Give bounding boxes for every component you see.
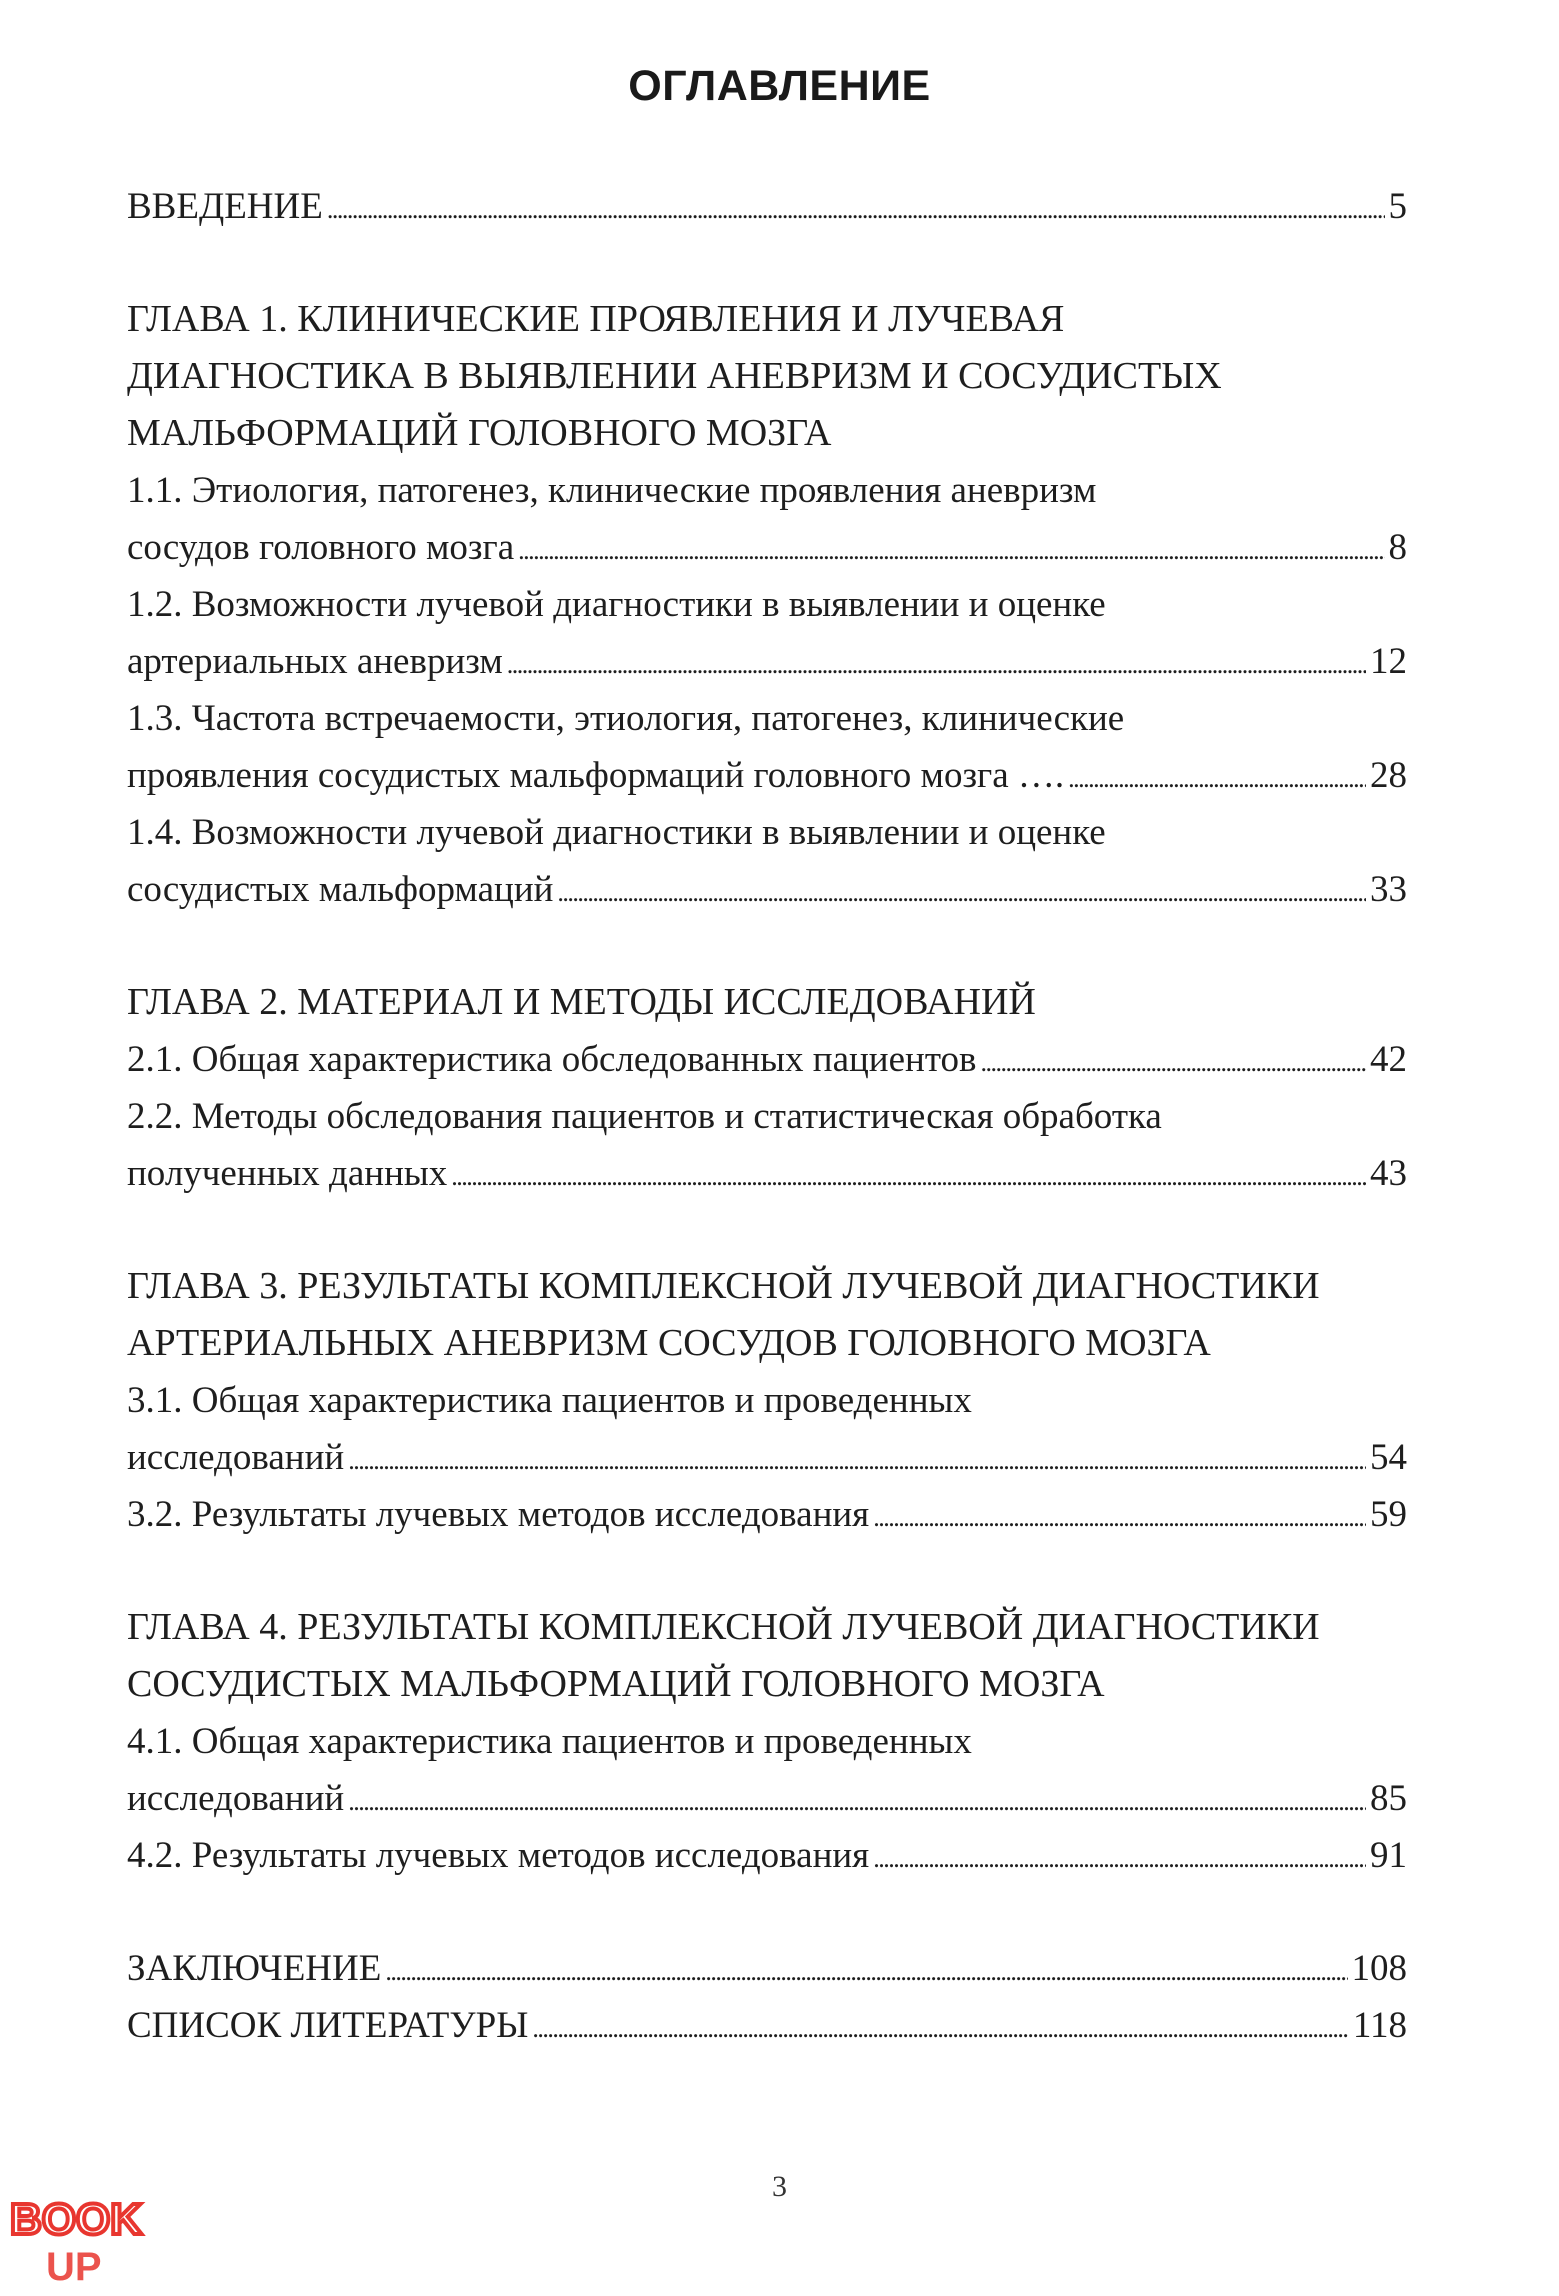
toc-entry-title: СПИСОК ЛИТЕРАТУРЫ [127,2005,529,2046]
toc-entry-introduction[interactable] [127,178,1407,235]
toc-subsection-1-2[interactable] [127,633,1407,690]
toc-chapter-4 [127,1599,1407,1884]
toc-entry-title: ВВЕДЕНИЕ [127,186,323,227]
dot-leader [532,1997,1348,2057]
dot-leader [348,1429,1366,1489]
svg-text:BOOK: BOOK [10,2195,142,2244]
chapter-heading[interactable]: ГЛАВА 3. РЕЗУЛЬТАТЫ КОМПЛЕКСНОЙ ЛУЧЕВОЙ ДИАГНОСТИКИ [127,1265,1320,1307]
toc-entry-title: ЗАКЛЮЧЕНИЕ [127,1948,382,1989]
toc-entry-title: полученных данных [127,1153,448,1194]
toc-page-number: 28 [1370,755,1407,796]
dot-leader [980,1031,1366,1091]
toc-subsection-3-1[interactable] [127,1429,1407,1486]
toc-entry-title: 2.1. Общая характеристика обследованных пациентов [127,1039,977,1080]
toc-page-number: 8 [1388,527,1407,568]
toc-page-number: 54 [1370,1437,1407,1478]
toc-subsection-4-1[interactable] [127,1770,1407,1827]
toc-chapter-3 [127,1258,1407,1543]
chapter-heading[interactable]: ГЛАВА 1. КЛИНИЧЕСКИЕ ПРОЯВЛЕНИЯ И ЛУЧЕВАЯ [127,298,1065,340]
toc-subsection-title[interactable]: 3.1. Общая характеристика пациентов и проведенных [127,1380,972,1421]
table-of-contents [127,178,1407,2054]
toc-entry-title: сосудов головного мозга [127,527,515,568]
toc-subsection-title[interactable]: 1.1. Этиология, патогенез, клинические проявления аневризм [127,470,1097,511]
toc-subsection-title[interactable]: 1.4. Возможности лучевой диагностики в выявлении и оценке [127,812,1106,853]
dot-leader [518,519,1384,579]
dot-leader [873,1827,1366,1887]
toc-chapter-2 [127,974,1407,1202]
toc-entry-title: проявления сосудистых мальформаций головного мозга …. [127,755,1065,796]
page-number: 3 [772,2170,787,2203]
toc-subsection-1-3[interactable] [127,747,1407,804]
toc-entry-title: исследований [127,1778,345,1819]
toc-entry-title: артериальных аневризм [127,641,503,682]
toc-page-number: 118 [1352,2005,1407,2046]
toc-subsection-title[interactable]: 4.1. Общая характеристика пациентов и проведенных [127,1721,972,1762]
chapter-heading[interactable]: ГЛАВА 4. РЕЗУЛЬТАТЫ КОМПЛЕКСНОЙ ЛУЧЕВОЙ ДИАГНОСТИКИ [127,1606,1320,1648]
toc-entry-conclusion[interactable] [127,1940,1407,1997]
toc-entry-title: 4.2. Результаты лучевых методов исследования [127,1835,870,1876]
toc-subsection-title[interactable]: 1.2. Возможности лучевой диагностики в выявлении и оценке [127,584,1106,625]
toc-entry-title: 3.2. Результаты лучевых методов исследования [127,1494,870,1535]
dot-leader [1068,747,1366,807]
chapter-heading[interactable]: СОСУДИСТЫХ МАЛЬФОРМАЦИЙ ГОЛОВНОГО МОЗГА [127,1663,1105,1705]
toc-subsection-1-1[interactable] [127,519,1407,576]
toc-subsection-2-1[interactable] [127,1031,1407,1088]
toc-entry-title: сосудистых мальформаций [127,869,554,910]
toc-page-number: 5 [1388,186,1407,227]
toc-subsection-2-2[interactable] [127,1145,1407,1202]
dot-leader [507,633,1366,693]
toc-entry-title: исследований [127,1437,345,1478]
chapter-heading[interactable]: АРТЕРИАЛЬНЫХ АНЕВРИЗМ СОСУДОВ ГОЛОВНОГО МОЗГА [127,1322,1211,1364]
dot-leader [557,861,1366,921]
toc-page-number: 33 [1370,869,1407,910]
toc-page-number: 59 [1370,1494,1407,1535]
chapter-heading[interactable]: МАЛЬФОРМАЦИЙ ГОЛОВНОГО МОЗГА [127,412,832,454]
bookup-logo [6,2190,166,2290]
dot-leader [873,1486,1366,1546]
dot-leader [385,1940,1347,2000]
dot-leader [327,178,1385,238]
toc-entry-references[interactable] [127,1997,1407,2054]
toc-subsection-1-4[interactable] [127,861,1407,918]
toc-subsection-title[interactable]: 2.2. Методы обследования пациентов и статистическая обработка [127,1096,1162,1137]
dot-leader [348,1770,1366,1830]
toc-page-number: 12 [1370,641,1407,682]
dot-leader [451,1145,1366,1205]
toc-chapter-1 [127,291,1407,918]
svg-text:UP: UP [46,2245,102,2289]
chapter-heading[interactable]: ГЛАВА 2. МАТЕРИАЛ И МЕТОДЫ ИССЛЕДОВАНИЙ [127,981,1036,1023]
toc-page-number: 85 [1370,1778,1407,1819]
toc-page-number: 43 [1370,1153,1407,1194]
toc-subsection-4-2[interactable] [127,1827,1407,1884]
toc-page-number: 42 [1370,1039,1407,1080]
toc-page-number: 108 [1351,1948,1407,1989]
toc-subsection-title[interactable]: 1.3. Частота встречаемости, этиология, патогенез, клинические [127,698,1125,739]
toc-page-number: 91 [1370,1835,1407,1876]
toc-subsection-3-2[interactable] [127,1486,1407,1543]
page-title: ОГЛАВЛЕНИЕ [628,62,931,110]
chapter-heading[interactable]: ДИАГНОСТИКА В ВЫЯВЛЕНИИ АНЕВРИЗМ И СОСУДИСТЫХ [127,355,1222,397]
